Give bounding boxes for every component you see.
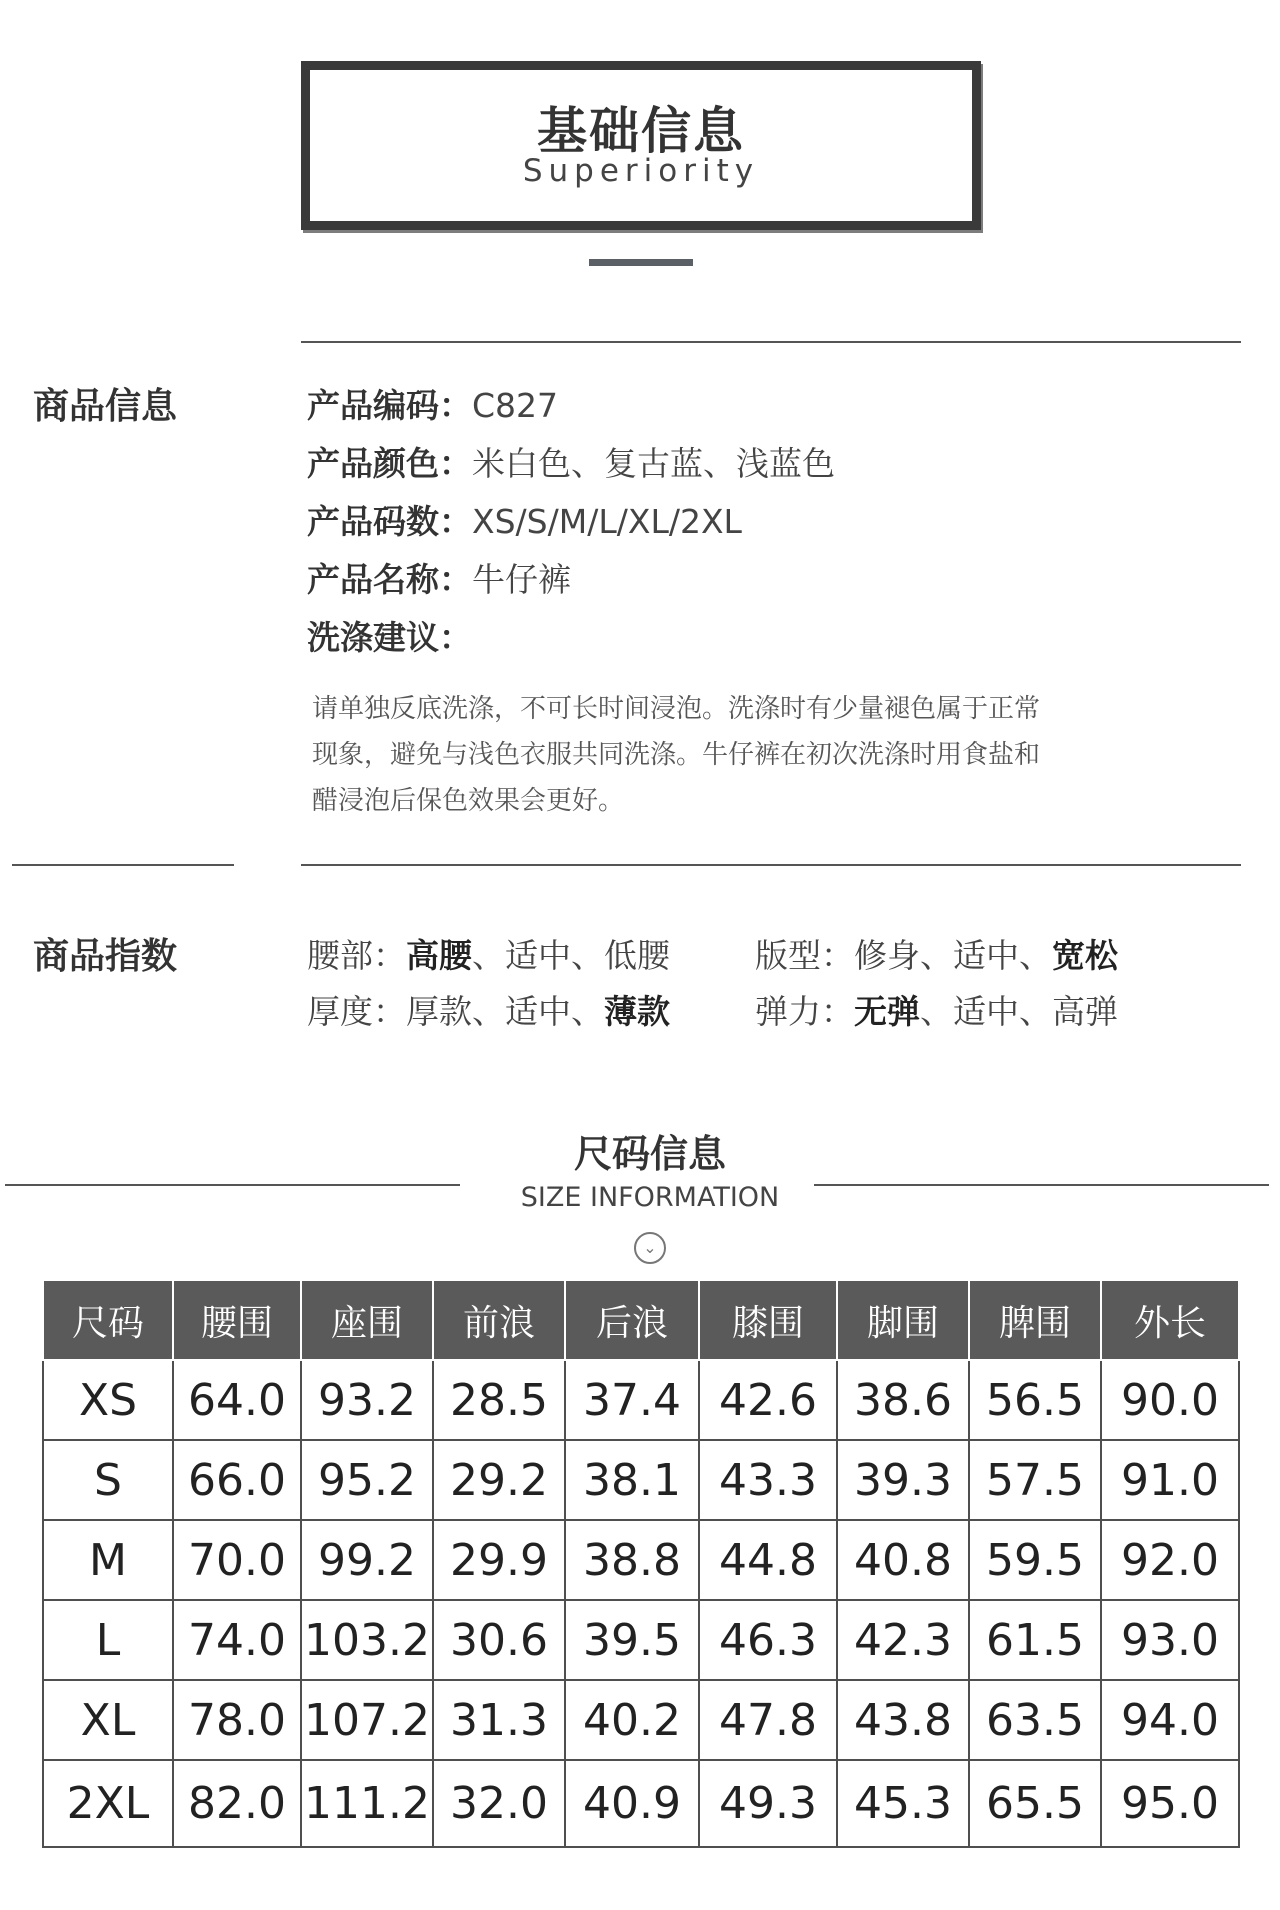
- table-cell: 103.2: [301, 1600, 433, 1680]
- index-option: 适中: [953, 936, 1019, 975]
- table-cell: 45.3: [837, 1760, 969, 1847]
- index-option: 适中: [505, 992, 571, 1031]
- table-cell: 29.9: [433, 1520, 565, 1600]
- table-header-cell: 后浪: [565, 1280, 699, 1360]
- index-separator: 、: [920, 992, 953, 1031]
- size-section-subtitle: SIZE INFORMATION: [520, 1182, 780, 1213]
- table-header-cell: 外长: [1101, 1280, 1239, 1360]
- index-waist: [307, 930, 670, 977]
- info-code-value: C827: [472, 386, 559, 425]
- table-cell: M: [43, 1520, 173, 1600]
- table-header-cell: 前浪: [433, 1280, 565, 1360]
- table-cell: 38.8: [565, 1520, 699, 1600]
- index-option: 适中: [505, 936, 571, 975]
- table-cell: 61.5: [969, 1600, 1101, 1680]
- table-header-cell: 尺码: [43, 1280, 173, 1360]
- index-option: 低腰: [604, 936, 670, 975]
- index-separator: 、: [571, 992, 604, 1031]
- index-label: 弹力：: [755, 992, 854, 1031]
- table-row: [43, 1760, 1239, 1847]
- index-thickness: [307, 986, 670, 1033]
- page-title: 基础信息: [537, 102, 745, 160]
- info-name: [307, 554, 571, 601]
- index-option: 修身: [854, 936, 920, 975]
- table-cell: 90.0: [1101, 1360, 1239, 1440]
- index-separator: 、: [1019, 992, 1052, 1031]
- section-title-product-index: 商品指数: [33, 936, 178, 977]
- index-option-selected: 薄款: [604, 992, 670, 1031]
- table-cell: 31.3: [433, 1680, 565, 1760]
- table-cell: 70.0: [173, 1520, 301, 1600]
- table-cell: 42.3: [837, 1600, 969, 1680]
- info-wash-label: 洗涤建议：: [307, 618, 472, 657]
- index-separator: 、: [472, 992, 505, 1031]
- table-cell: XL: [43, 1680, 173, 1760]
- table-cell: 39.5: [565, 1600, 699, 1680]
- divider: [5, 1184, 460, 1186]
- index-separator: 、: [571, 936, 604, 975]
- table-cell: 66.0: [173, 1440, 301, 1520]
- info-sizes-value: XS/S/M/L/XL/2XL: [472, 502, 742, 541]
- title-underline: [589, 259, 693, 266]
- index-option-selected: 无弹: [854, 992, 920, 1031]
- index-separator: 、: [472, 936, 505, 975]
- table-cell: 43.3: [699, 1440, 837, 1520]
- info-code-label: 产品编码：: [307, 386, 472, 425]
- index-label: 腰部：: [307, 936, 406, 975]
- table-cell: 59.5: [969, 1520, 1101, 1600]
- table-cell: 107.2: [301, 1680, 433, 1760]
- table-header-row: [43, 1280, 1239, 1360]
- table-cell: 64.0: [173, 1360, 301, 1440]
- info-color: [307, 438, 835, 485]
- wash-advice: [312, 686, 1172, 824]
- table-cell: 82.0: [173, 1760, 301, 1847]
- table-cell: 95.2: [301, 1440, 433, 1520]
- table-cell: 30.6: [433, 1600, 565, 1680]
- index-label: 版型：: [755, 936, 854, 975]
- table-cell: 57.5: [969, 1440, 1101, 1520]
- table-cell: 40.9: [565, 1760, 699, 1847]
- table-cell: 49.3: [699, 1760, 837, 1847]
- table-cell: 91.0: [1101, 1440, 1239, 1520]
- table-cell: 47.8: [699, 1680, 837, 1760]
- page-subtitle: Superiority: [522, 153, 760, 189]
- table-row: [43, 1520, 1239, 1600]
- table-cell: 63.5: [969, 1680, 1101, 1760]
- divider: [301, 341, 1241, 343]
- table-cell: 40.8: [837, 1520, 969, 1600]
- table-header-cell: 膝围: [699, 1280, 837, 1360]
- table-row: [43, 1680, 1239, 1760]
- index-option-selected: 高腰: [406, 936, 472, 975]
- info-sizes: [307, 496, 742, 543]
- table-cell: 111.2: [301, 1760, 433, 1847]
- table-cell: 46.3: [699, 1600, 837, 1680]
- index-option: 高弹: [1052, 992, 1118, 1031]
- table-cell: 93.0: [1101, 1600, 1239, 1680]
- index-separator: 、: [1019, 936, 1052, 975]
- table-header-cell: 座围: [301, 1280, 433, 1360]
- info-code: [307, 380, 558, 427]
- chevron-down-circle-icon: ⌄: [634, 1232, 666, 1264]
- divider: [814, 1184, 1269, 1186]
- table-cell: 39.3: [837, 1440, 969, 1520]
- table-cell: 29.2: [433, 1440, 565, 1520]
- table-cell: 93.2: [301, 1360, 433, 1440]
- table-row: [43, 1600, 1239, 1680]
- table-cell: 44.8: [699, 1520, 837, 1600]
- index-label: 厚度：: [307, 992, 406, 1031]
- table-cell: 43.8: [837, 1680, 969, 1760]
- table-cell: 38.1: [565, 1440, 699, 1520]
- table-cell: 32.0: [433, 1760, 565, 1847]
- table-row: [43, 1440, 1239, 1520]
- table-cell: XS: [43, 1360, 173, 1440]
- table-cell: 38.6: [837, 1360, 969, 1440]
- table-cell: 94.0: [1101, 1680, 1239, 1760]
- table-cell: 65.5: [969, 1760, 1101, 1847]
- info-name-label: 产品名称：: [307, 560, 472, 599]
- info-color-value: 米白色、复古蓝、浅蓝色: [472, 444, 835, 483]
- table-cell: 78.0: [173, 1680, 301, 1760]
- table-header-cell: 腰围: [173, 1280, 301, 1360]
- index-option-selected: 宽松: [1052, 936, 1118, 975]
- section-title-product-info: 商品信息: [33, 386, 178, 427]
- table-cell: L: [43, 1600, 173, 1680]
- divider: [12, 864, 234, 866]
- size-table: [42, 1279, 1240, 1848]
- table-row: [43, 1360, 1239, 1440]
- info-color-label: 产品颜色：: [307, 444, 472, 483]
- table-cell: 95.0: [1101, 1760, 1239, 1847]
- info-sizes-label: 产品码数：: [307, 502, 472, 541]
- index-separator: 、: [920, 936, 953, 975]
- table-cell: 99.2: [301, 1520, 433, 1600]
- index-fit: [755, 930, 1118, 977]
- table-cell: S: [43, 1440, 173, 1520]
- index-option: 适中: [953, 992, 1019, 1031]
- index-option: 厚款: [406, 992, 472, 1031]
- table-cell: 40.2: [565, 1680, 699, 1760]
- divider: [301, 864, 1241, 866]
- table-cell: 92.0: [1101, 1520, 1239, 1600]
- table-cell: 42.6: [699, 1360, 837, 1440]
- table-cell: 28.5: [433, 1360, 565, 1440]
- size-section-title: 尺码信息: [573, 1132, 726, 1176]
- index-stretch: [755, 986, 1118, 1033]
- table-cell: 2XL: [43, 1760, 173, 1847]
- info-wash: [307, 612, 472, 659]
- info-name-value: 牛仔裤: [472, 560, 571, 599]
- table-header-cell: 脚围: [837, 1280, 969, 1360]
- wash-advice-line: 请单独反底洗涤，不可长时间浸泡。洗涤时有少量褪色属于正常: [312, 694, 1041, 724]
- table-cell: 56.5: [969, 1360, 1101, 1440]
- wash-advice-line: 醋浸泡后保色效果会更好。: [312, 786, 625, 816]
- table-cell: 37.4: [565, 1360, 699, 1440]
- table-cell: 74.0: [173, 1600, 301, 1680]
- wash-advice-line: 现象，避免与浅色衣服共同洗涤。牛仔裤在初次洗涤时用食盐和: [312, 740, 1041, 770]
- table-header-cell: 脾围: [969, 1280, 1101, 1360]
